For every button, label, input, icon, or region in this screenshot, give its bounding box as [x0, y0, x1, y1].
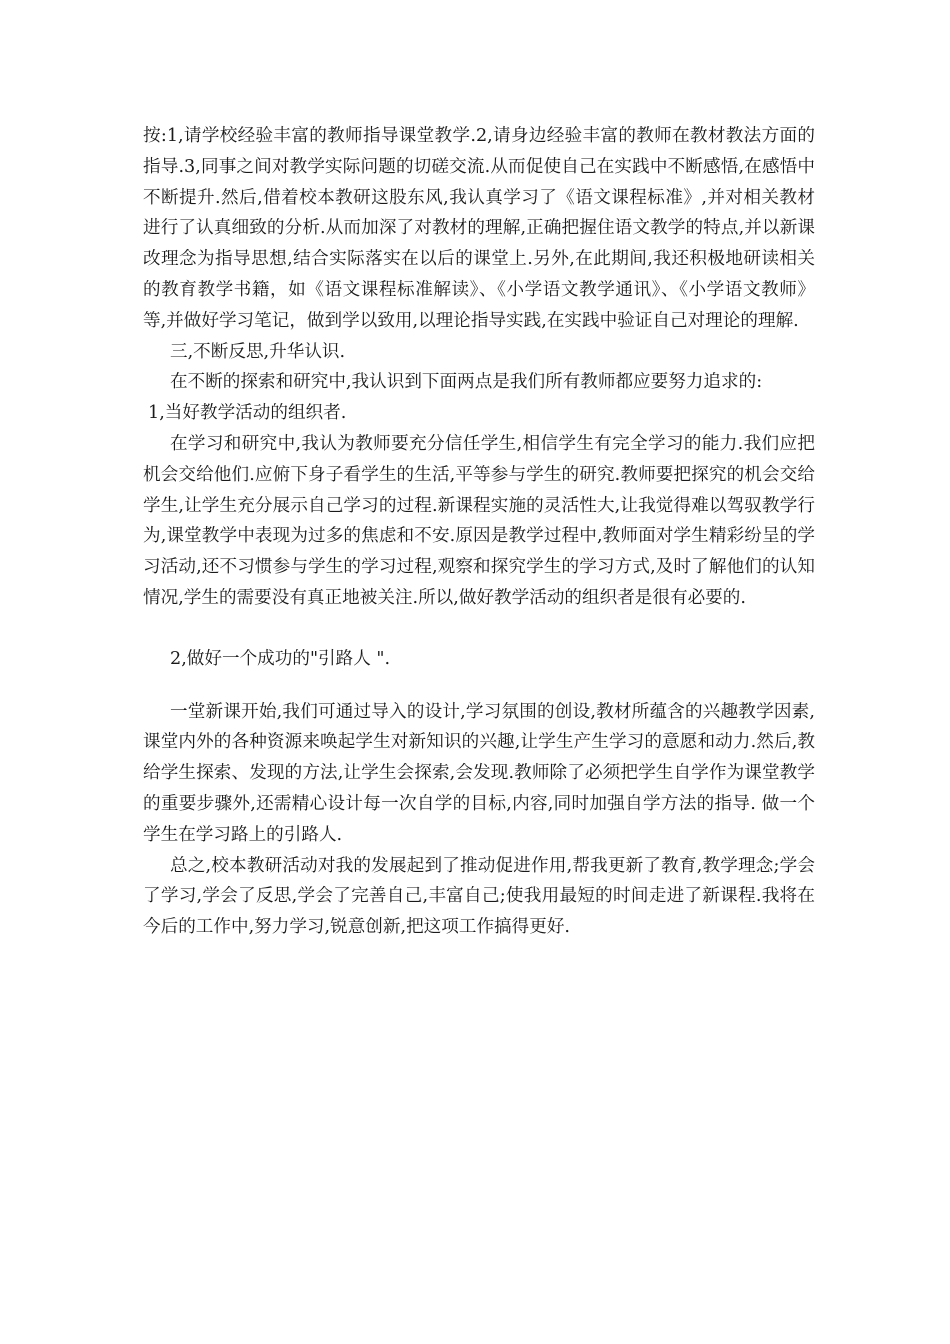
- paragraph-organizer-detail: 在学习和研究中,我认为教师要充分信任学生,相信学生有完全学习的能力.我们应把机会交给他们.应俯下身子看学生的生活,平等参与学生的研究.教师要把探究的机会交给学生,让学生充分展示自己学习的过程.新课程实施的灵活性大,让我觉得难以驾驭教学行为,课堂教学中表现为过多的焦虑和不安.原因是教学过程中,教师面对学生精彩纷呈的学习活动,还不习惯参与学生的学习过程,观察和探究学生的学习方式,及时了解他们的认知情况,学生的需要没有真正地被关注.所以,做好教学活动的组织者是很有必要的.: [143, 433, 815, 608]
- paragraph-guide-detail: 一堂新课开始,我们可通过导入的设计,学习氛围的创设,教材所蕴含的兴趣教学因素,课堂内外的各种资源来唤起学生对新知识的兴趣,让学生产生学习的意愿和动力.然后,教给学生探索、发现的方法,让学生会探索,会发现.教师除了必须把学生自学作为课堂教学的重要步骤外,还需精心设计每一次自学的目标,内容,同时加强自学方法的指导. 做一个学生在学习路上的引路人.: [143, 701, 815, 845]
- paragraph-conclusion: 总之,校本教研活动对我的发展起到了推动促进作用,帮我更新了教育,教学理念;学会了学习,学会了反思,学会了完善自己,丰富自己;使我用最短的时间走进了新课程.我将在今后的工作中,努力学习,锐意创新,把这项工作搞得更好.: [143, 855, 815, 938]
- list-item-guide: 2,做好一个成功的"引路人 ".: [170, 648, 391, 669]
- paragraph-study-methods: 按:1,请学校经验丰富的教师指导课堂教学.2,请身边经验丰富的教师在教材教法方面的指导.3,同事之间对教学实际问题的切磋交流.从而促使自己在实践中不断感悟,在感悟中不断提升.然后,借着校本教研这股东风,我认真学习了《语文课程标准》,并对相关教材进行了认真细致的分析.从而加深了对教材的理解,正确把握住语文教学的特点,并以新课改理念为指导思想,结合实际落实在以后的课堂上.另外,在此期间,我还积极地研读相关的教育教学书籍，如《语文课程标准解读》、《小学语文教学通讯》、《小学语文教师》等,并做好学习笔记，做到学以致用,以理论指导实践,在实践中验证自己对理论的理解.: [143, 126, 815, 331]
- document-page: [143, 121, 815, 943]
- list-item-organizer: 1,当好教学活动的组织者.: [148, 403, 347, 424]
- paragraph-two-points-intro: 在不断的探索和研究中,我认识到下面两点是我们所有教师都应要努力追求的:: [170, 372, 763, 393]
- section-heading-reflection: 三,不断反思,升华认识.: [170, 341, 346, 362]
